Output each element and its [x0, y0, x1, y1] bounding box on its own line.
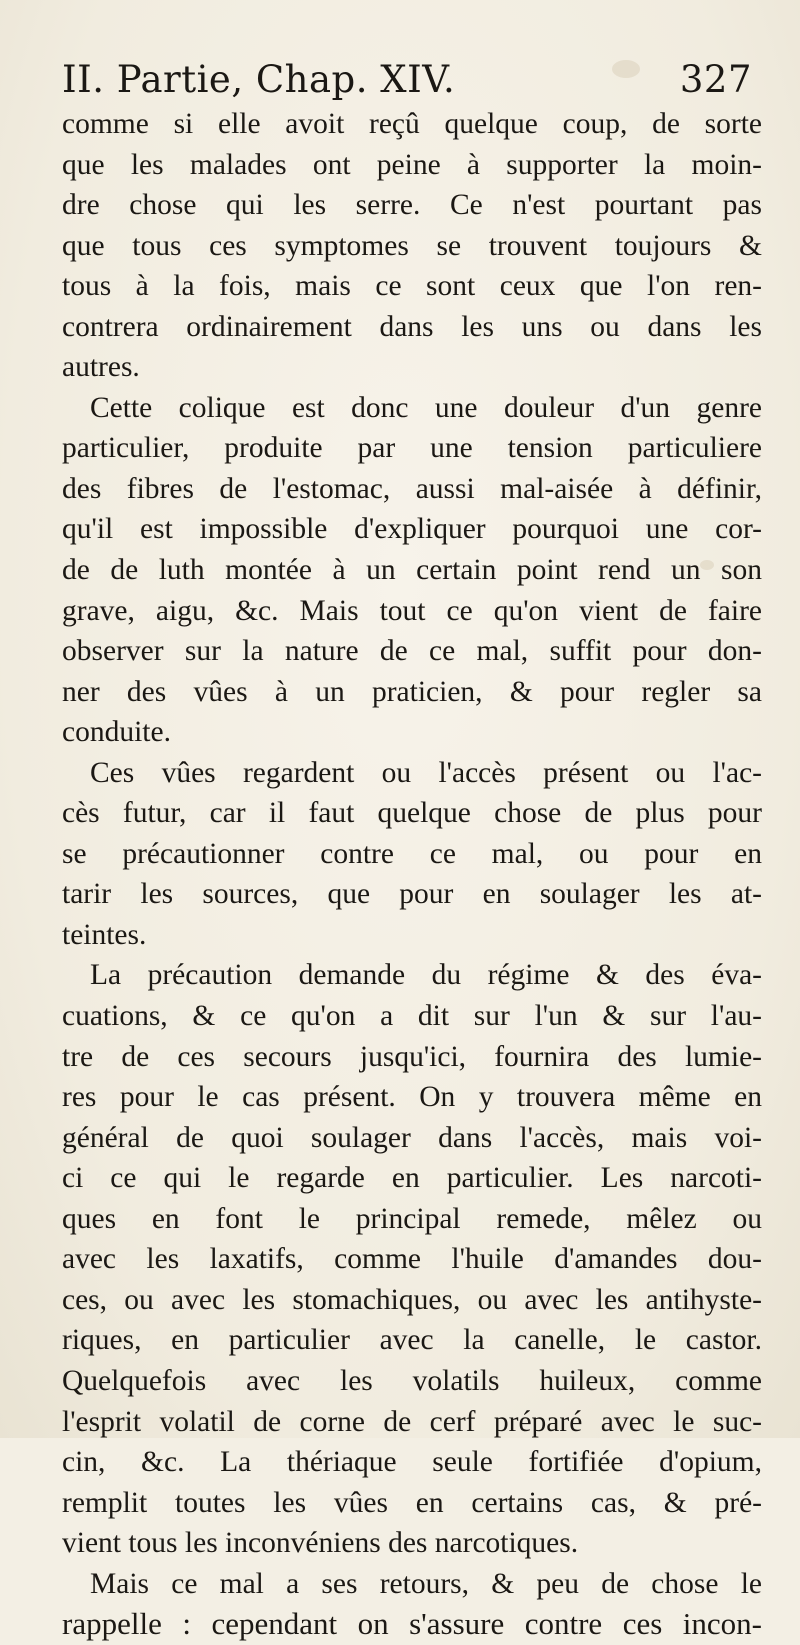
running-header [62, 58, 752, 108]
text-line: tarir les sources, que pour en soulager les at- [62, 878, 762, 911]
text-line: des fibres de l'estomac, aussi mal-aisée à définir, [62, 472, 762, 505]
text-line: Cette colique est donc une douleur d'un genre [90, 391, 762, 424]
text-line: Mais ce mal a ses retours, & peu de chose le [90, 1567, 762, 1600]
text-line: particulier, produite par une tension particuliere [62, 432, 762, 465]
text-line: que les malades ont peine à supporter la moin- [62, 148, 762, 181]
text-line: tous à la fois, mais ce sont ceux que l'on ren- [62, 270, 762, 303]
page-number: 327 [679, 58, 752, 101]
text-line: ces, ou avec les stomachiques, ou avec les antihyste- [62, 1283, 762, 1316]
body-text [62, 104, 762, 1645]
text-line: ques en font le principal remede, mêlez ou [62, 1202, 762, 1235]
running-title: II. Partie, Chap. XIV. [62, 58, 456, 101]
text-line: grave, aigu, &c. Mais tout ce qu'on vient de faire [62, 594, 762, 627]
text-line: ner des vûes à un praticien, & pour regler sa [62, 675, 762, 708]
text-line: autres. [62, 351, 140, 384]
text-line: tre de ces secours jusqu'ici, fournira des lumie- [62, 1040, 762, 1073]
text-line: cuations, & ce qu'on a dit sur l'un & sur l'au- [62, 1000, 762, 1033]
text-line: Ces vûes regardent ou l'accès présent ou l'ac- [90, 756, 762, 789]
text-line: res pour le cas présent. On y trouvera même en [62, 1081, 762, 1114]
text-line: l'esprit volatil de corne de cerf préparé avec le suc- [62, 1405, 762, 1438]
text-line: qu'il est impossible d'expliquer pourquoi une cor- [62, 513, 762, 546]
text-line: rappelle : cependant on s'assure contre ces incon- [62, 1606, 762, 1642]
text-line: ci ce qui le regarde en particulier. Les narcoti- [62, 1162, 762, 1195]
text-line: teintes. [62, 918, 147, 951]
text-line: riques, en particulier avec la canelle, le castor. [62, 1324, 762, 1357]
text-line: vient tous les inconvéniens des narcotiques. [62, 1527, 579, 1560]
text-line: conduite. [62, 716, 171, 749]
text-line: cin, &c. La thériaque seule fortifiée d'opium, [62, 1446, 762, 1479]
text-line: comme si elle avoit reçû quelque coup, de sorte [62, 108, 762, 140]
text-line: La précaution demande du régime & des éva- [90, 959, 762, 992]
text-line: avec les laxatifs, comme l'huile d'amandes dou- [62, 1243, 762, 1276]
text-line: remplit toutes les vûes en certains cas, & pré- [62, 1486, 762, 1519]
text-line: que tous ces symptomes se trouvent toujours & [62, 229, 762, 262]
text-line: se précautionner contre ce mal, ou pour en [62, 837, 762, 870]
text-line: contrera ordinairement dans les uns ou dans les [62, 310, 762, 343]
text-line: dre chose qui les serre. Ce n'est pourtant pas [62, 189, 762, 222]
text-line: observer sur la nature de ce mal, suffit pour don- [62, 635, 762, 668]
text-line: Quelquefois avec les volatils huileux, comme [62, 1364, 762, 1397]
text-line: de de luth montée à un certain point rend un son [62, 554, 762, 587]
text-line: général de quoi soulager dans l'accès, mais voi- [62, 1121, 762, 1154]
text-line: cès futur, car il faut quelque chose de plus pour [62, 797, 762, 830]
